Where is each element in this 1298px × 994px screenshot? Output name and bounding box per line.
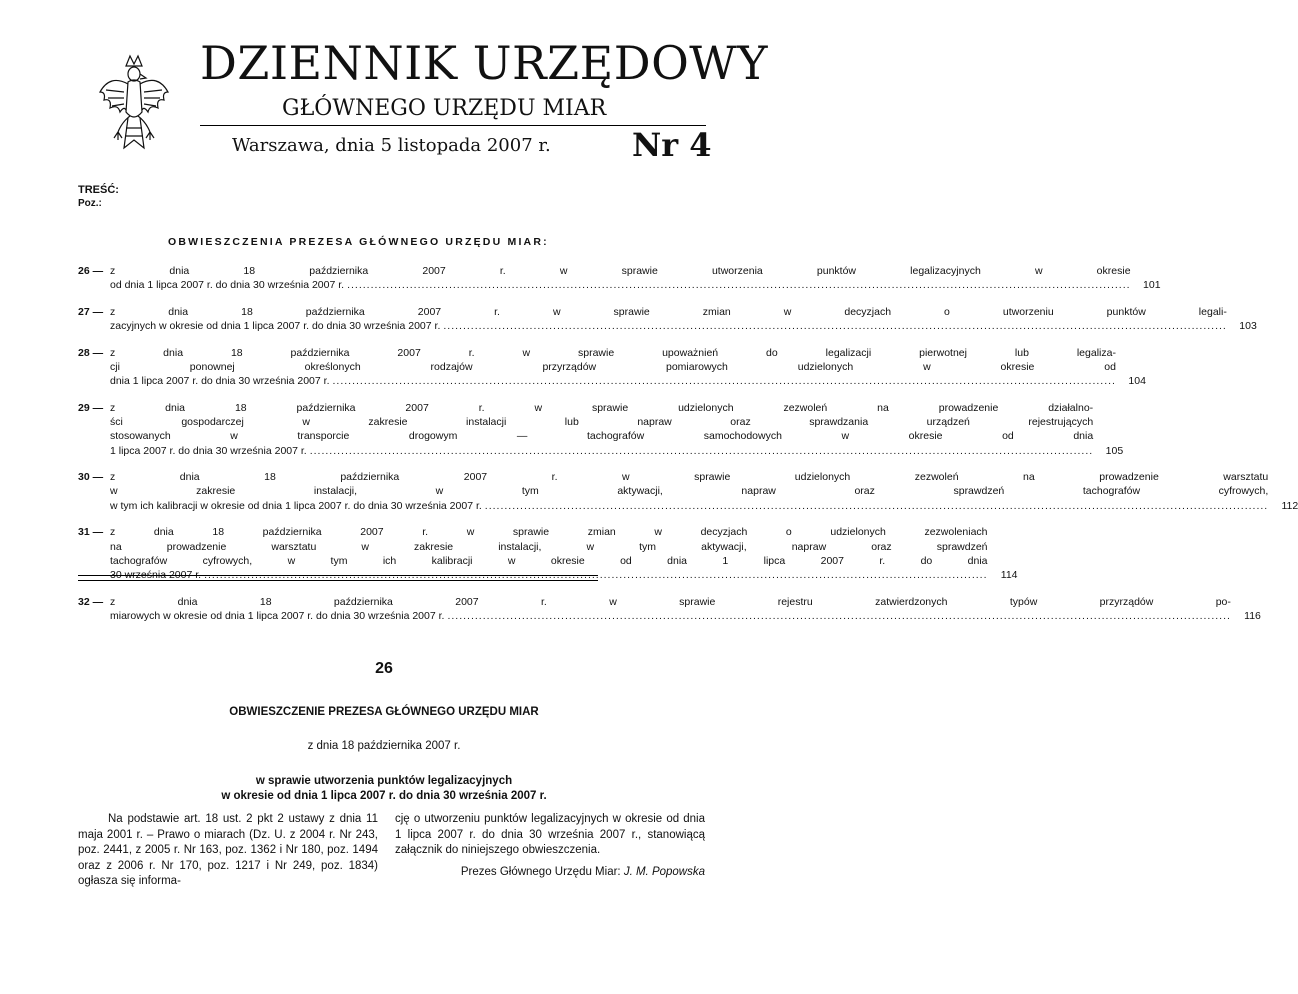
toc-entry-line: z dnia 18 października 2007 r. w sprawie udzielonych zezwoleń na prowadzenie działalno- <box>110 401 1094 414</box>
announcement-title: OBWIESZCZENIE PREZESA GŁÓWNEGO URZĘDU MIAR <box>229 706 539 718</box>
header-rule <box>200 125 706 126</box>
toc-leader-dots: ........................................................................................................................................................................................................ <box>347 279 1131 292</box>
toc-entry <box>78 525 1018 582</box>
toc-entry-line: cji ponownej określonych rodzajów przyrządów pomiarowych udzielonych w okresie od <box>110 361 1116 374</box>
toc-entry-line: w zakresie instalacji, w tym aktywacji, napraw oraz sprawdzeń tachografów cyfrowych, <box>110 485 1269 498</box>
toc-page-number: 103 <box>1239 320 1257 333</box>
toc-page-number: 114 <box>1000 568 1018 581</box>
toc-entry-number: 32 — <box>78 595 104 608</box>
toc-entry-line: tachografów cyfrowych, w tym ich kalibracji w okresie od dnia 1 lipca 2007 r. do dnia <box>110 554 988 567</box>
toc-entry-last-line: miarowych w okresie od dnia 1 lipca 2007 r. do dnia 30 września 2007 r. <box>110 609 445 622</box>
toc-entry-last-line: zacyjnych w okresie od dnia 1 lipca 2007 r. do dnia 30 września 2007 r. <box>110 320 441 333</box>
polish-eagle-icon <box>96 52 172 156</box>
contents-label: TREŚĆ: <box>78 184 119 196</box>
toc-entry-last-line: od dnia 1 lipca 2007 r. do dnia 30 września 2007 r. <box>110 279 345 292</box>
toc-entry-line: z dnia 18 października 2007 r. w sprawie upoważnień do legalizacji pierwotnej lub legaliza- <box>110 346 1116 359</box>
section-heading: OBWIESZCZENIA PREZESA GŁÓWNEGO URZĘDU MIAR: <box>168 236 549 248</box>
toc-entry <box>78 305 1257 333</box>
issue-date: Warszawa, dnia 5 listopada 2007 r. <box>232 135 551 156</box>
toc-entry-number: 26 — <box>78 265 104 277</box>
toc-leader-dots: ........................................................................................................................................................................................................ <box>204 568 988 581</box>
toc-entry-line: z dnia 18 października 2007 r. w sprawie udzielonych zezwoleń na prowadzenie warsztatu <box>110 471 1269 484</box>
toc-entry-last-line: w tym ich kalibracji w okresie od dnia 1 lipca 2007 r. do dnia 30 września 2007 r. <box>110 499 482 512</box>
toc-page-number: 105 <box>1105 444 1124 457</box>
toc-page-number: 104 <box>1128 375 1146 388</box>
toc-entry <box>78 401 1124 458</box>
toc-leader-dots: ........................................................................................................................................................................................................ <box>484 499 1269 512</box>
toc-leader-dots: ........................................................................................................................................................................................................ <box>309 444 1094 457</box>
toc-entry-text <box>110 470 1298 513</box>
toc-entry-number: 29 — <box>78 401 104 414</box>
toc-leader-dots: ........................................................................................................................................................................................................ <box>332 375 1116 388</box>
signature-label: Prezes Głównego Urzędu Miar: <box>460 866 621 878</box>
toc-leader-dots: ........................................................................................................................................................................................................ <box>443 320 1227 333</box>
toc-entry <box>78 470 1298 513</box>
announcement-subject-line1: w sprawie utworzenia punktów legalizacyjnych <box>255 775 513 787</box>
toc-page-number: 112 <box>1281 499 1298 512</box>
toc-entry-last-line: 30 września 2007 r. <box>110 568 202 581</box>
toc-entry <box>78 264 1161 292</box>
toc-entry-text <box>110 525 1018 582</box>
toc-entry-last-line: 1 lipca 2007 r. do dnia 30 września 2007 r. <box>110 444 307 457</box>
toc-entry-line: z dnia 18 października 2007 r. w sprawie rejestru zatwierdzonych typów przyrządów po- <box>110 595 1231 608</box>
toc-entry-line: ści gospodarczej w zakresie instalacji lub napraw oraz sprawdzania urządzeń rejestrujących <box>110 416 1094 429</box>
toc-leader-dots: ........................................................................................................................................................................................................ <box>447 609 1231 622</box>
toc-entry-line: stosowanych w transporcie drogowym — tachografów samochodowych w okresie od dnia <box>110 430 1094 443</box>
toc-entry-line: z dnia 18 października 2007 r. w sprawie zmian w decyzjach o utworzeniu punktów legali- <box>110 305 1227 318</box>
toc-entry-text <box>110 264 1161 292</box>
toc-entry-text <box>110 595 1261 623</box>
toc-entry <box>78 346 1146 389</box>
double-rule-divider <box>78 575 598 581</box>
toc-entry-line: z dnia 18 października 2007 r. w sprawie zmian w decyzjach o udzielonych zezwoleniach <box>110 526 988 539</box>
toc-entry-line: z dnia 18 października 2007 r. w sprawie utworzenia punktów legalizacyjnych w okresie <box>110 265 1131 277</box>
toc-page-number: 101 <box>1143 279 1161 292</box>
poz-label: Poz.: <box>78 198 102 209</box>
signature-name: J. M. Popowska <box>623 866 705 878</box>
journal-subtitle: GŁÓWNEGO URZĘDU MIAR <box>282 96 607 121</box>
issue-number: Nr 4 <box>632 126 712 164</box>
toc-entry <box>78 595 1261 623</box>
toc-entry-number: 28 — <box>78 346 104 359</box>
toc-entry-text <box>110 346 1146 389</box>
announcement-subject-line2: w okresie od dnia 1 lipca 2007 r. do dnia 30 września 2007 r. <box>221 790 547 802</box>
toc-entry-last-line: dnia 1 lipca 2007 r. do dnia 30 września 2007 r. <box>110 375 330 388</box>
toc-entry-text <box>110 305 1257 333</box>
announcement-number: 26 <box>375 660 393 677</box>
toc-entry-number: 31 — <box>78 526 104 539</box>
announcement-body-col1: Na podstawie art. 18 ust. 2 pkt 2 ustawy z dnia 11 maja 2001 r. – Prawo o miarach (Dz. U. z 2004 r. Nr 243, poz. 2441, z 2005 r. Nr 163, poz. 1362 i Nr 180, poz. 1494 oraz z 2006 r. Nr 170, poz. 1217 i Nr 249, poz. 1834) ogłasza się informa- <box>78 813 378 888</box>
journal-title: DZIENNIK URZĘDOWY <box>200 36 768 90</box>
announcement-body-col2: cję o utworzeniu punktów legalizacyjnych w okresie od dnia 1 lipca 2007 r. do dnia 30 września 2007 r., stanowiącą załącznik do niniejszego obwieszczenia. <box>395 813 705 857</box>
toc-page-number: 116 <box>1244 609 1261 622</box>
toc-entry-number: 27 — <box>78 305 104 318</box>
toc-entry-line: na prowadzenie warsztatu w zakresie instalacji, w tym aktywacji, napraw oraz sprawdzeń <box>110 540 988 553</box>
signature <box>395 866 705 878</box>
toc-entry-number: 30 — <box>78 471 104 484</box>
announcement-subject <box>0 774 768 804</box>
announcement-date: z dnia 18 października 2007 r. <box>307 740 461 752</box>
toc-entry-text <box>110 401 1123 458</box>
